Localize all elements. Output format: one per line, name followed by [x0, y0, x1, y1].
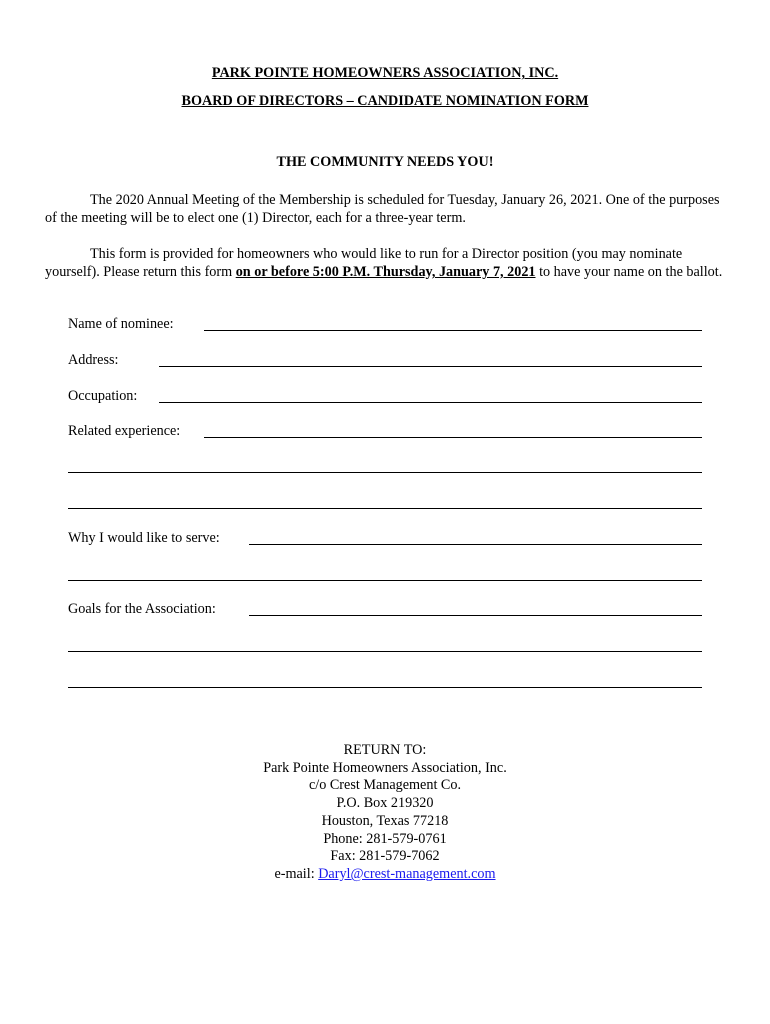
submission-deadline: on or before 5:00 P.M. Thursday, January 7, 2021: [235, 264, 536, 280]
email-prefix: e-mail:: [274, 865, 319, 882]
association-goals-line-2[interactable]: [68, 651, 702, 652]
nominee-name-line[interactable]: [204, 330, 702, 331]
return-city: Houston, Texas 77218: [321, 812, 449, 829]
association-goals-label: Goals for the Association:: [68, 601, 216, 617]
instructions-text-before: This form is provided for homeowners who would like to run for a Director position (you may nominate yourself). Please return this form: [45, 246, 683, 280]
association-goals-line[interactable]: [249, 615, 702, 616]
meeting-text: The 2020 Annual Meeting of the Membership is scheduled for Tuesday, January 26, 2021. One of the purposes of the meeting will be to elect one (1) Director, each for a three-year term.: [45, 192, 720, 226]
address-line[interactable]: [159, 366, 702, 367]
organization-title: PARK POINTE HOMEOWNERS ASSOCIATION, INC.: [211, 65, 559, 81]
return-org-name: Park Pointe Homeowners Association, Inc.: [263, 759, 507, 776]
why-serve-line-2[interactable]: [68, 580, 702, 581]
instructions-text-after: to have your name on the ballot.: [535, 264, 723, 280]
return-to-heading: RETURN TO:: [343, 742, 427, 758]
nominee-name-label: Name of nominee:: [68, 316, 174, 332]
instructions-paragraph: [45, 245, 725, 281]
community-subheading: THE COMMUNITY NEEDS YOU!: [276, 154, 494, 170]
return-address-block: [0, 742, 770, 884]
return-fax: Fax: 281-579-7062: [330, 848, 440, 865]
association-goals-line-3[interactable]: [68, 687, 702, 688]
return-email-row: [0, 866, 770, 884]
email-link[interactable]: Daryl@crest-management.com: [318, 865, 496, 882]
meeting-paragraph: [45, 191, 725, 227]
why-serve-label: Why I would like to serve:: [68, 530, 220, 546]
return-care-of: c/o Crest Management Co.: [308, 777, 462, 794]
return-phone: Phone: 281-579-0761: [323, 830, 447, 847]
related-experience-line-3[interactable]: [68, 508, 702, 509]
why-serve-line[interactable]: [249, 544, 702, 545]
related-experience-label: Related experience:: [68, 423, 181, 439]
related-experience-line[interactable]: [204, 437, 702, 438]
address-label: Address:: [68, 352, 119, 368]
return-po-box: P.O. Box 219320: [336, 795, 434, 812]
form-title: BOARD OF DIRECTORS – CANDIDATE NOMINATION FORM: [181, 93, 589, 109]
occupation-label: Occupation:: [68, 388, 138, 404]
occupation-line[interactable]: [159, 402, 702, 403]
related-experience-line-2[interactable]: [68, 472, 702, 473]
